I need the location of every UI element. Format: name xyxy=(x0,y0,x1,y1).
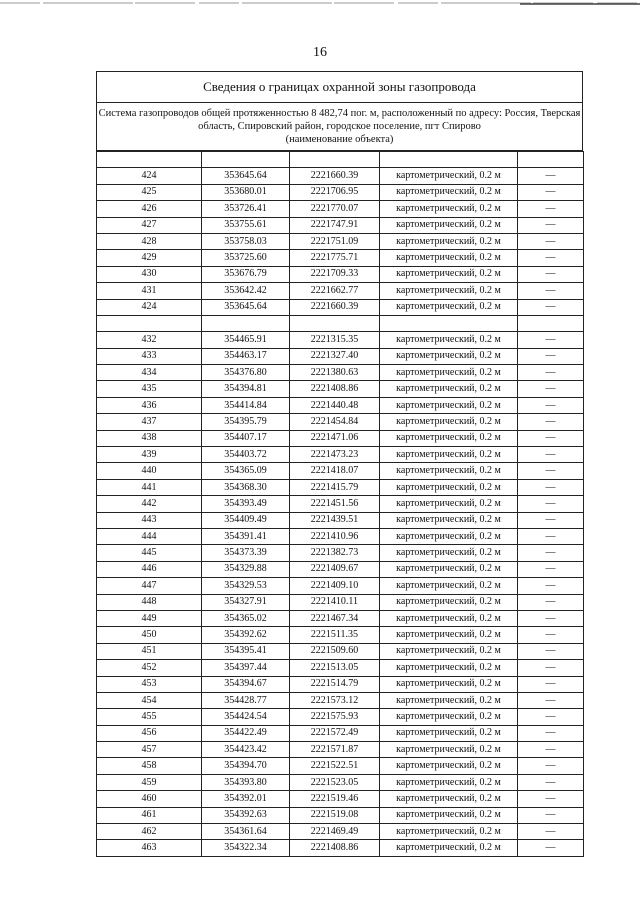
x-coordinate-cell: 353726.41 xyxy=(202,201,290,217)
table-row xyxy=(97,250,584,266)
description-cell: — xyxy=(518,840,584,856)
object-description: Система газопроводов общей протяженностью 8 482,74 пог. м, расположенный по адресу: Россия, Тверская область, Спировский район, городское поселение, пгт Спирово xyxy=(98,108,581,132)
table-row xyxy=(97,217,584,233)
x-coordinate-cell: 354394.70 xyxy=(202,758,290,774)
description-cell: — xyxy=(518,463,584,479)
description-cell: — xyxy=(518,201,584,217)
y-coordinate-cell: 2221409.10 xyxy=(290,578,380,594)
table-row xyxy=(97,348,584,364)
description-cell: — xyxy=(518,430,584,446)
description-cell: — xyxy=(518,594,584,610)
y-coordinate-cell: 2221382.73 xyxy=(290,545,380,561)
description-cell: — xyxy=(518,365,584,381)
table-row xyxy=(97,725,584,741)
method-cell: картометрический, 0.2 м xyxy=(380,447,518,463)
y-coordinate-cell: 2221514.79 xyxy=(290,676,380,692)
x-coordinate-cell: 354361.64 xyxy=(202,824,290,840)
x-coordinate-cell: 354428.77 xyxy=(202,692,290,708)
table-row xyxy=(97,397,584,413)
y-coordinate-cell: 2221469.49 xyxy=(290,824,380,840)
x-coordinate-cell: 354391.41 xyxy=(202,528,290,544)
method-cell: картометрический, 0.2 м xyxy=(380,709,518,725)
point-number-cell: 425 xyxy=(97,184,202,200)
description-cell: — xyxy=(518,414,584,430)
table-row xyxy=(97,824,584,840)
table-row xyxy=(97,627,584,643)
description-cell: — xyxy=(518,283,584,299)
point-number-cell: 447 xyxy=(97,578,202,594)
method-cell: картометрический, 0.2 м xyxy=(380,299,518,315)
table-row xyxy=(97,184,584,200)
column-header-cell xyxy=(97,152,202,168)
method-cell: картометрический, 0.2 м xyxy=(380,578,518,594)
point-number-cell: 437 xyxy=(97,414,202,430)
column-header-cell xyxy=(518,152,584,168)
point-number-cell: 424 xyxy=(97,299,202,315)
description-cell: — xyxy=(518,742,584,758)
table-row xyxy=(97,201,584,217)
table-header-box xyxy=(96,71,583,151)
x-coordinate-cell: 354407.17 xyxy=(202,430,290,446)
y-coordinate-cell: 2221327.40 xyxy=(290,348,380,364)
point-number-cell: 436 xyxy=(97,397,202,413)
method-cell: картометрический, 0.2 м xyxy=(380,168,518,184)
description-cell: — xyxy=(518,250,584,266)
x-coordinate-cell: 354394.67 xyxy=(202,676,290,692)
point-number-cell: 450 xyxy=(97,627,202,643)
y-coordinate-cell: 2221471.06 xyxy=(290,430,380,446)
method-cell: картометрический, 0.2 м xyxy=(380,217,518,233)
x-coordinate-cell: 353725.60 xyxy=(202,250,290,266)
description-cell: — xyxy=(518,692,584,708)
description-cell: — xyxy=(518,381,584,397)
description-cell: — xyxy=(518,233,584,249)
point-number-cell: 424 xyxy=(97,168,202,184)
x-coordinate-cell: 354422.49 xyxy=(202,725,290,741)
method-cell: картометрический, 0.2 м xyxy=(380,725,518,741)
point-number-cell: 459 xyxy=(97,774,202,790)
x-coordinate-cell: 354423.42 xyxy=(202,742,290,758)
method-cell: картометрический, 0.2 м xyxy=(380,824,518,840)
description-cell: — xyxy=(518,807,584,823)
point-number-cell: 457 xyxy=(97,742,202,758)
y-coordinate-cell: 2221513.05 xyxy=(290,660,380,676)
method-cell: картометрический, 0.2 м xyxy=(380,184,518,200)
method-cell: картометрический, 0.2 м xyxy=(380,365,518,381)
x-coordinate-cell: 354392.62 xyxy=(202,627,290,643)
point-number-cell: 449 xyxy=(97,610,202,626)
description-cell: — xyxy=(518,676,584,692)
table-row xyxy=(97,840,584,856)
y-coordinate-cell: 2221511.35 xyxy=(290,627,380,643)
point-number-cell: 434 xyxy=(97,365,202,381)
page-number: 16 xyxy=(313,45,327,60)
description-cell: — xyxy=(518,184,584,200)
y-coordinate-cell: 2221418.07 xyxy=(290,463,380,479)
x-coordinate-cell: 354395.79 xyxy=(202,414,290,430)
method-cell: картометрический, 0.2 м xyxy=(380,594,518,610)
description-cell: — xyxy=(518,561,584,577)
table-row xyxy=(97,381,584,397)
table-row xyxy=(97,266,584,282)
y-coordinate-cell: 2221467.34 xyxy=(290,610,380,626)
x-coordinate-cell: 354368.30 xyxy=(202,479,290,495)
y-coordinate-cell: 2221662.77 xyxy=(290,283,380,299)
method-cell: картометрический, 0.2 м xyxy=(380,758,518,774)
coordinates-table xyxy=(96,151,584,857)
point-number-cell: 439 xyxy=(97,447,202,463)
column-header-cell xyxy=(202,152,290,168)
table-row xyxy=(97,512,584,528)
table-row xyxy=(97,463,584,479)
y-coordinate-cell: 2221315.35 xyxy=(290,332,380,348)
table-row xyxy=(97,758,584,774)
table-row xyxy=(97,610,584,626)
y-coordinate-cell: 2221439.51 xyxy=(290,512,380,528)
y-coordinate-cell: 2221573.12 xyxy=(290,692,380,708)
table-row xyxy=(97,692,584,708)
method-cell: картометрический, 0.2 м xyxy=(380,692,518,708)
x-coordinate-cell: 353676.79 xyxy=(202,266,290,282)
table-row xyxy=(97,447,584,463)
method-cell: картометрический, 0.2 м xyxy=(380,201,518,217)
x-coordinate-cell: 353755.61 xyxy=(202,217,290,233)
y-coordinate-cell: 2221660.39 xyxy=(290,299,380,315)
y-coordinate-cell: 2221706.95 xyxy=(290,184,380,200)
method-cell: картометрический, 0.2 м xyxy=(380,791,518,807)
method-cell: картометрический, 0.2 м xyxy=(380,742,518,758)
table-row xyxy=(97,283,584,299)
table-row xyxy=(97,414,584,430)
description-cell: — xyxy=(518,791,584,807)
x-coordinate-cell: 353645.64 xyxy=(202,299,290,315)
table-row xyxy=(97,332,584,348)
point-number-cell: 461 xyxy=(97,807,202,823)
table-row xyxy=(97,709,584,725)
y-coordinate-cell: 2221523.05 xyxy=(290,774,380,790)
table-row xyxy=(97,315,584,331)
point-number-cell: 431 xyxy=(97,283,202,299)
point-number-cell: 454 xyxy=(97,692,202,708)
method-cell: картометрический, 0.2 м xyxy=(380,283,518,299)
object-caption: (наименование объекта) xyxy=(285,134,394,145)
method-cell: картометрический, 0.2 м xyxy=(380,496,518,512)
scan-artifact-line xyxy=(0,2,640,6)
x-coordinate-cell: 354409.49 xyxy=(202,512,290,528)
y-coordinate-cell: 2221415.79 xyxy=(290,479,380,495)
method-cell: картометрический, 0.2 м xyxy=(380,414,518,430)
y-coordinate-cell: 2221454.84 xyxy=(290,414,380,430)
method-cell: картометрический, 0.2 м xyxy=(380,430,518,446)
method-cell: картометрический, 0.2 м xyxy=(380,545,518,561)
x-coordinate-cell: 354424.54 xyxy=(202,709,290,725)
y-coordinate-cell: 2221451.56 xyxy=(290,496,380,512)
point-number-cell: 441 xyxy=(97,479,202,495)
method-cell xyxy=(380,315,518,331)
description-cell: — xyxy=(518,610,584,626)
point-number-cell: 432 xyxy=(97,332,202,348)
description-cell: — xyxy=(518,332,584,348)
table-row xyxy=(97,365,584,381)
description-cell: — xyxy=(518,496,584,512)
description-cell: — xyxy=(518,709,584,725)
x-coordinate-cell: 354392.63 xyxy=(202,807,290,823)
point-number-cell: 438 xyxy=(97,430,202,446)
description-cell: — xyxy=(518,266,584,282)
description-cell: — xyxy=(518,758,584,774)
point-number-cell: 452 xyxy=(97,660,202,676)
y-coordinate-cell: 2221410.96 xyxy=(290,528,380,544)
point-number-cell: 460 xyxy=(97,791,202,807)
point-number-cell: 442 xyxy=(97,496,202,512)
point-number-cell: 429 xyxy=(97,250,202,266)
y-coordinate-cell: 2221519.46 xyxy=(290,791,380,807)
description-cell: — xyxy=(518,643,584,659)
y-coordinate-cell: 2221380.63 xyxy=(290,365,380,381)
method-cell: картометрический, 0.2 м xyxy=(380,266,518,282)
object-description-block xyxy=(97,103,582,146)
x-coordinate-cell: 354403.72 xyxy=(202,447,290,463)
x-coordinate-cell: 354327.91 xyxy=(202,594,290,610)
table-row xyxy=(97,528,584,544)
y-coordinate-cell: 2221747.91 xyxy=(290,217,380,233)
table-row xyxy=(97,545,584,561)
y-coordinate-cell: 2221751.09 xyxy=(290,233,380,249)
y-coordinate-cell: 2221408.86 xyxy=(290,381,380,397)
method-cell: картометрический, 0.2 м xyxy=(380,627,518,643)
table-row xyxy=(97,496,584,512)
method-cell: картометрический, 0.2 м xyxy=(380,332,518,348)
document-title: Сведения о границах охранной зоны газопровода xyxy=(97,72,582,103)
column-header-cell xyxy=(380,152,518,168)
y-coordinate-cell: 2221770.07 xyxy=(290,201,380,217)
y-coordinate-cell: 2221509.60 xyxy=(290,643,380,659)
method-cell: картометрический, 0.2 м xyxy=(380,807,518,823)
x-coordinate-cell: 354392.01 xyxy=(202,791,290,807)
description-cell: — xyxy=(518,824,584,840)
y-coordinate-cell xyxy=(290,315,380,331)
point-number-cell: 463 xyxy=(97,840,202,856)
method-cell: картометрический, 0.2 м xyxy=(380,233,518,249)
method-cell: картометрический, 0.2 м xyxy=(380,561,518,577)
table-row xyxy=(97,430,584,446)
method-cell: картометрический, 0.2 м xyxy=(380,610,518,626)
y-coordinate-cell: 2221473.23 xyxy=(290,447,380,463)
table-row xyxy=(97,643,584,659)
column-header-cell xyxy=(290,152,380,168)
y-coordinate-cell: 2221522.51 xyxy=(290,758,380,774)
x-coordinate-cell: 354373.39 xyxy=(202,545,290,561)
description-cell: — xyxy=(518,627,584,643)
description-cell xyxy=(518,315,584,331)
x-coordinate-cell: 353680.01 xyxy=(202,184,290,200)
point-number-cell: 451 xyxy=(97,643,202,659)
description-cell: — xyxy=(518,217,584,233)
description-cell: — xyxy=(518,660,584,676)
description-cell: — xyxy=(518,447,584,463)
description-cell: — xyxy=(518,168,584,184)
x-coordinate-cell: 354394.81 xyxy=(202,381,290,397)
y-coordinate-cell: 2221410.11 xyxy=(290,594,380,610)
y-coordinate-cell: 2221775.71 xyxy=(290,250,380,266)
table-row xyxy=(97,168,584,184)
x-coordinate-cell: 354376.80 xyxy=(202,365,290,381)
table-row xyxy=(97,807,584,823)
point-number-cell: 444 xyxy=(97,528,202,544)
table-row xyxy=(97,479,584,495)
table-row xyxy=(97,578,584,594)
x-coordinate-cell: 354365.09 xyxy=(202,463,290,479)
x-coordinate-cell: 354329.88 xyxy=(202,561,290,577)
method-cell: картометрический, 0.2 м xyxy=(380,676,518,692)
x-coordinate-cell: 354397.44 xyxy=(202,660,290,676)
x-coordinate-cell: 354322.34 xyxy=(202,840,290,856)
y-coordinate-cell: 2221408.86 xyxy=(290,840,380,856)
method-cell: картометрический, 0.2 м xyxy=(380,381,518,397)
point-number-cell: 456 xyxy=(97,725,202,741)
method-cell: картометрический, 0.2 м xyxy=(380,397,518,413)
table-row xyxy=(97,233,584,249)
x-coordinate-cell: 354395.41 xyxy=(202,643,290,659)
point-number-cell: 445 xyxy=(97,545,202,561)
y-coordinate-cell: 2221409.67 xyxy=(290,561,380,577)
description-cell: — xyxy=(518,578,584,594)
point-number-cell: 433 xyxy=(97,348,202,364)
description-cell: — xyxy=(518,528,584,544)
x-coordinate-cell: 354365.02 xyxy=(202,610,290,626)
table-row xyxy=(97,774,584,790)
point-number-cell: 443 xyxy=(97,512,202,528)
description-cell: — xyxy=(518,725,584,741)
description-cell: — xyxy=(518,545,584,561)
table-row xyxy=(97,676,584,692)
point-number-cell: 440 xyxy=(97,463,202,479)
description-cell: — xyxy=(518,348,584,364)
description-cell: — xyxy=(518,299,584,315)
x-coordinate-cell: 354393.49 xyxy=(202,496,290,512)
method-cell: картометрический, 0.2 м xyxy=(380,512,518,528)
table-row xyxy=(97,561,584,577)
method-cell: картометрический, 0.2 м xyxy=(380,250,518,266)
description-cell: — xyxy=(518,512,584,528)
point-number-cell: 453 xyxy=(97,676,202,692)
method-cell: картометрический, 0.2 м xyxy=(380,774,518,790)
point-number-cell: 435 xyxy=(97,381,202,397)
method-cell: картометрический, 0.2 м xyxy=(380,643,518,659)
x-coordinate-cell: 354329.53 xyxy=(202,578,290,594)
table-row xyxy=(97,742,584,758)
method-cell: картометрический, 0.2 м xyxy=(380,348,518,364)
point-number-cell: 458 xyxy=(97,758,202,774)
table-row xyxy=(97,791,584,807)
x-coordinate-cell: 353645.64 xyxy=(202,168,290,184)
y-coordinate-cell: 2221709.33 xyxy=(290,266,380,282)
y-coordinate-cell: 2221519.08 xyxy=(290,807,380,823)
method-cell: картометрический, 0.2 м xyxy=(380,479,518,495)
point-number-cell: 462 xyxy=(97,824,202,840)
table-row xyxy=(97,299,584,315)
x-coordinate-cell: 354463.17 xyxy=(202,348,290,364)
x-coordinate-cell: 353642.42 xyxy=(202,283,290,299)
table-row xyxy=(97,660,584,676)
y-coordinate-cell: 2221575.93 xyxy=(290,709,380,725)
point-number-cell xyxy=(97,315,202,331)
point-number-cell: 448 xyxy=(97,594,202,610)
table-header-row xyxy=(97,152,584,168)
table-row xyxy=(97,594,584,610)
method-cell: картометрический, 0.2 м xyxy=(380,660,518,676)
description-cell: — xyxy=(518,397,584,413)
y-coordinate-cell: 2221440.48 xyxy=(290,397,380,413)
x-coordinate-cell: 353758.03 xyxy=(202,233,290,249)
method-cell: картометрический, 0.2 м xyxy=(380,528,518,544)
description-cell: — xyxy=(518,479,584,495)
method-cell: картометрический, 0.2 м xyxy=(380,463,518,479)
point-number-cell: 427 xyxy=(97,217,202,233)
x-coordinate-cell: 354414.84 xyxy=(202,397,290,413)
point-number-cell: 455 xyxy=(97,709,202,725)
y-coordinate-cell: 2221660.39 xyxy=(290,168,380,184)
y-coordinate-cell: 2221571.87 xyxy=(290,742,380,758)
method-cell: картометрический, 0.2 м xyxy=(380,840,518,856)
point-number-cell: 428 xyxy=(97,233,202,249)
x-coordinate-cell: 354465.91 xyxy=(202,332,290,348)
point-number-cell: 426 xyxy=(97,201,202,217)
x-coordinate-cell xyxy=(202,315,290,331)
point-number-cell: 446 xyxy=(97,561,202,577)
x-coordinate-cell: 354393.80 xyxy=(202,774,290,790)
y-coordinate-cell: 2221572.49 xyxy=(290,725,380,741)
point-number-cell: 430 xyxy=(97,266,202,282)
description-cell: — xyxy=(518,774,584,790)
